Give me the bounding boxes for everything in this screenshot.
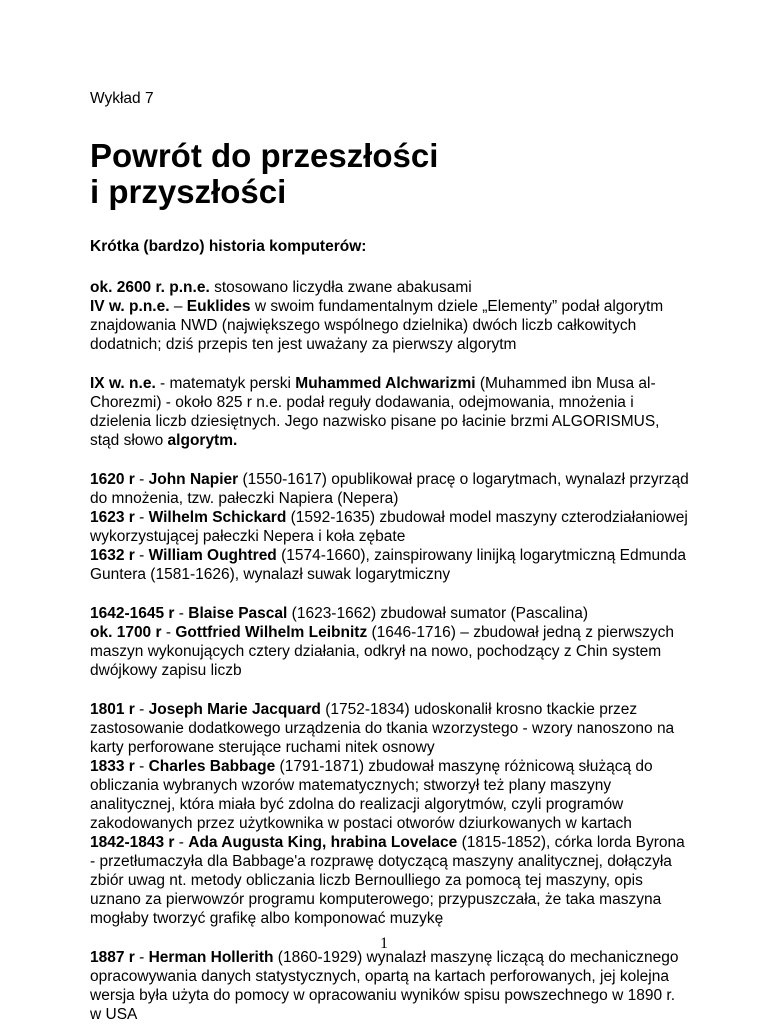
entry-text: - [134, 949, 149, 966]
history-entry [90, 297, 690, 354]
title-line-1: Powrót do przeszłości [90, 137, 439, 174]
history-paragraph [90, 604, 690, 680]
entry-emphasis: 1887 r [90, 949, 135, 966]
intro-heading: Krótka (bardzo) historia komputerów: [90, 238, 367, 255]
page-number: 1 [380, 935, 388, 952]
entry-text: stosowano liczydła zwane abakusami [209, 279, 472, 296]
entry-text: - matematyk perski [155, 375, 296, 392]
entry-text: – [169, 298, 187, 315]
entry-text: (1592-1635) zbudował model maszyny czterodziałaniowej wykorzystującej pałeczki Nepera i koła zębate [90, 509, 688, 545]
entry-emphasis: ok. 1700 r [90, 624, 162, 641]
entry-emphasis: John Napier [148, 471, 239, 488]
history-entry [90, 700, 690, 757]
entry-emphasis: IV w. p.n.e. [90, 298, 170, 315]
entry-emphasis: Blaise Pascal [188, 605, 288, 622]
entry-emphasis: 1642-1645 r [90, 605, 175, 622]
entry-text: w swoim fundamentalnym dziele „Elementy” podał algorytm znajdowania NWD (największego wspólnego dzielnika) dwóch liczb całkowitych dodatnich; dziś przepis ten jest uważany za pierwszy algorytm [90, 298, 664, 353]
entry-emphasis: 1833 r [90, 758, 135, 775]
history-entry [90, 833, 690, 928]
entry-emphasis: 1632 r [90, 547, 135, 564]
entry-emphasis: Ada Augusta King, hrabina Lovelace [188, 834, 458, 851]
history-entry [90, 757, 690, 833]
entry-text: (1646-1716) – zbudował jedną z pierwszych maszyn wykonujących cztery działania, odkrył na nowo, pochodzący z Chin system dwójkowy zapisu liczb [90, 624, 674, 679]
entry-text: - [174, 834, 189, 851]
entry-emphasis: William Oughtred [148, 547, 277, 564]
entry-emphasis: Gottfried Wilhelm Leibnitz [175, 624, 368, 641]
entry-text: (1574-1660), zainspirowany linijką logarytmiczną Edmunda Guntera (1581-1626), wynalazł suwak logarytmiczny [90, 547, 687, 583]
entry-emphasis: Muhammed Alchwarizmi [295, 375, 476, 392]
history-entry [90, 546, 690, 584]
history-paragraph [90, 374, 690, 450]
history-entry [90, 623, 690, 680]
entry-text: (1623-1662) zbudował sumator (Pascalina) [287, 605, 589, 622]
entry-emphasis: Charles Babbage [148, 758, 276, 775]
history-paragraph [90, 700, 690, 928]
page-content [90, 89, 690, 1024]
entry-text: - [174, 605, 189, 622]
page-title [90, 138, 690, 210]
entry-text: (1791-1871) zbudował maszynę różnicową służącą do obliczania wybranych wzorów matematycznych; stworzył też plany maszyny analitycznej, która miała być zdolna do realizacji algorytmów, czyli programów zakodowanych przez użytkownika w postaci otworów dziurkowanych w kartach [90, 758, 653, 832]
history-sections [90, 278, 690, 1024]
entry-text: (1752-1834) udoskonalił krosno tkackie przez zastosowanie dodatkowego urządzenia do tkania wzorzystego - wzory nanoszono na karty perforowane sterujące ruchami nitek osnowy [90, 701, 675, 756]
history-entry [90, 470, 690, 508]
entry-text: - [134, 758, 149, 775]
entry-text: - [134, 509, 149, 526]
entry-emphasis: Herman Hollerith [148, 949, 274, 966]
entry-text: (1860-1929) wynalazł maszynę liczącą do mechanicznego opracowywania danych statystycznych, opartą na kartach perforowanych, jej kolejna wersja była użyta do pomocy w opracowaniu wyników spisu powszechnego w 1890 r. w USA [90, 949, 679, 1023]
entry-emphasis: Euklides [186, 298, 251, 315]
entry-text: - [134, 547, 149, 564]
entry-text: (1815-1852), córka lorda Byrona - przetłumaczyła dla Babbage'a rozprawę dotyczącą maszyny analitycznej, dołączyła zbiór uwag nt. metody obliczania liczb Bernoulliego za pomocą tej maszyny, opis uznano za pierwowzór programu komputerowego; przypuszczała, że taka maszyna mogłaby tworzyć grafikę albo komponować muzykę [90, 834, 685, 927]
entry-emphasis: IX w. n.e. [90, 375, 156, 392]
entry-emphasis: 1620 r [90, 471, 135, 488]
entry-text: (Muhammed ibn Musa al-Chorezmi) - około 825 r n.e. podał reguły dodawania, odejmowania, mnożenia i dzielenia liczb dziesiętnych. Jego nazwisko pisane po łacinie brzmi ALGORISMUS, stąd słowo [90, 375, 660, 449]
entry-text: - [134, 471, 149, 488]
history-entry [90, 948, 690, 1024]
entry-emphasis: Wilhelm Schickard [148, 509, 287, 526]
entry-emphasis: ok. 2600 r. p.n.e. [90, 279, 210, 296]
lecture-label: Wykład 7 [90, 90, 154, 107]
history-paragraph [90, 278, 690, 354]
entry-text: - [134, 701, 149, 718]
history-entry [90, 374, 690, 450]
entry-emphasis: 1842-1843 r [90, 834, 175, 851]
title-line-2: i przyszłości [90, 173, 287, 210]
entry-text: (1550-1617) opublikował pracę o logarytmach, wynalazł przyrząd do mnożenia, tzw. pałeczki Napiera (Nepera) [90, 471, 689, 507]
entry-text: - [161, 624, 176, 641]
history-paragraph [90, 948, 690, 1024]
entry-emphasis: Joseph Marie Jacquard [148, 701, 321, 718]
entry-emphasis: algorytm. [167, 432, 238, 449]
history-paragraph [90, 470, 690, 584]
entry-emphasis: 1801 r [90, 701, 135, 718]
entry-emphasis: 1623 r [90, 509, 135, 526]
history-entry [90, 278, 690, 297]
history-entry [90, 508, 690, 546]
history-entry [90, 604, 690, 623]
